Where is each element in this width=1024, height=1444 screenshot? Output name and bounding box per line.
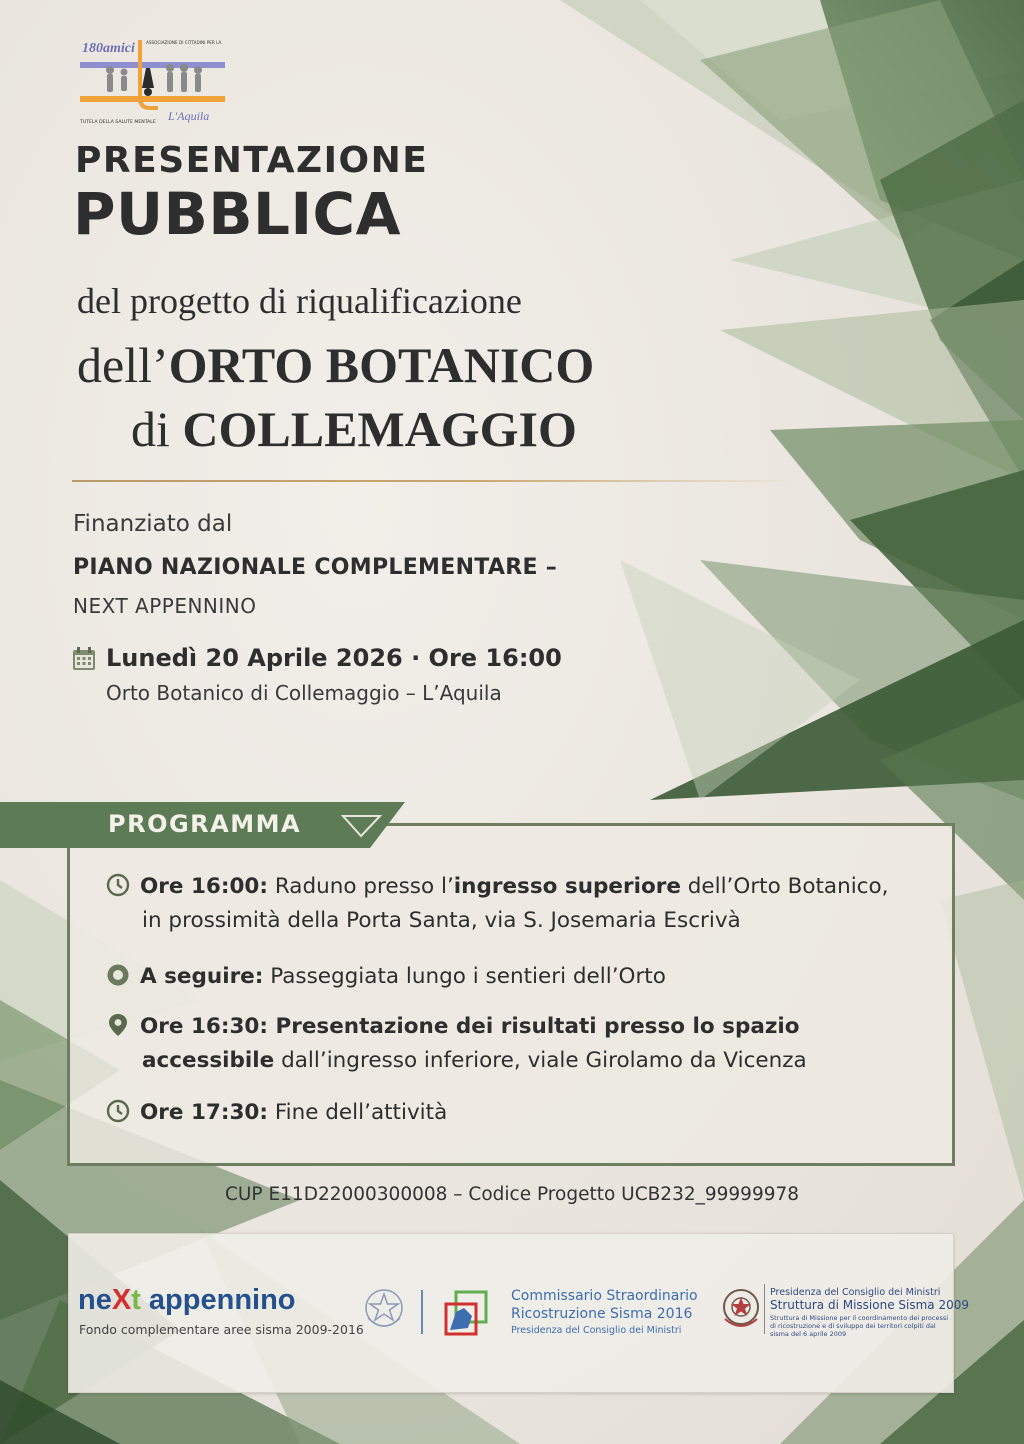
next-appennino-subtitle: Fondo complementare aree sisma 2009-2016: [79, 1322, 364, 1337]
italian-republic-emblem-icon: [360, 1284, 408, 1336]
title-subtitle: del progetto di riqualificazione: [77, 281, 522, 321]
assoc-brand-text: 180amici: [82, 41, 135, 56]
path-icon: [106, 963, 130, 987]
title-collemaggio-bold: COLLEMAGGIO: [182, 401, 577, 457]
next-logo-t: t: [131, 1284, 141, 1316]
clock-icon: [106, 1099, 130, 1123]
assoc-city-text: L'Aquila: [168, 109, 210, 123]
title-pubblica: PUBBLICA: [73, 180, 402, 248]
title-collemaggio-prefix: di: [131, 401, 183, 457]
commissario-line3: Presidenza del Consiglio dei Ministri: [511, 1325, 682, 1336]
program-item: [106, 1096, 447, 1130]
next-logo-x: X: [111, 1284, 132, 1316]
commissario-line1: Commissario Straordinario: [511, 1288, 698, 1304]
commissario-line2: Ricostruzione Sisma 2016: [511, 1306, 693, 1322]
program-text-line2: [106, 1044, 807, 1078]
funding-program: PIANO NAZIONALE COMPLEMENTARE –: [73, 555, 558, 580]
program-time: A seguire:: [140, 964, 264, 989]
next-appennino-logo: [78, 1284, 296, 1317]
presidenza-divider: [764, 1284, 765, 1334]
program-text-bold: Presentazione dei risultati presso lo spazio: [267, 1014, 800, 1039]
program-time: Ore 16:00:: [140, 874, 268, 899]
assoc-tutela-text: TUTELA DELLA SALUTE MENTALE: [80, 120, 156, 125]
program-text-bold: ingresso superiore: [453, 874, 681, 899]
presidenza-line1: Presidenza del Consiglio dei Ministri: [770, 1287, 941, 1298]
program-text: dall’ingresso inferiore, viale Girolamo da Vicenza: [274, 1048, 807, 1073]
title-orto-bold: ORTO BOTANICO: [168, 337, 595, 393]
program-item: [106, 1010, 807, 1078]
commissario-logo-icon: [442, 1290, 490, 1336]
location-pin-icon: [106, 1013, 130, 1037]
program-text-line2: in prossimità della Porta Santa, via S. Josemaria Escrivà: [142, 908, 741, 933]
programma-heading: PROGRAMMA: [108, 810, 302, 838]
funding-subprogram: NEXT APPENNINO: [73, 594, 257, 618]
funding-label: Finanziato dal: [73, 511, 233, 537]
next-logo-appennino: appennino: [140, 1284, 296, 1316]
program-item: [106, 960, 666, 994]
program-item: [106, 870, 889, 938]
event-location: Orto Botanico di Collemaggio – L’Aquila: [106, 681, 502, 705]
assoc-line-text: ASSOCIAZIONE DI CITTADINI PER LA: [146, 40, 222, 45]
association-logo: [80, 38, 225, 130]
clock-icon: [106, 873, 130, 897]
presidenza-line2: Struttura di Missione Sisma 2009: [770, 1298, 970, 1312]
republic-emblem-icon: [718, 1283, 764, 1335]
cup-code: CUP E11D22000300008 – Codice Progetto UCB232_99999978: [224, 1184, 800, 1205]
program-text: Passeggiata lungo i sentieri dell’Orto: [263, 964, 666, 989]
next-logo-ne: ne: [78, 1284, 112, 1316]
calendar-icon: [72, 647, 96, 671]
gold-divider: [72, 480, 800, 482]
title-collemaggio: [131, 400, 577, 458]
footer-separator: [421, 1290, 423, 1334]
title-orto-prefix: dell’: [77, 337, 169, 393]
presidenza-line3: Struttura di Missione per il coordinamento dei processi di ricostruzione e di sviluppo dei territori colpiti dal sisma del 6 aprile 2009: [770, 1314, 949, 1338]
program-text: Fine dell’attività: [267, 1100, 448, 1125]
title-orto-botanico: [77, 336, 594, 394]
program-text: Raduno presso l’: [267, 874, 454, 899]
title-presentazione: PRESENTAZIONE: [75, 140, 429, 181]
program-time: Ore 16:30:: [140, 1014, 268, 1039]
program-text-bold: accessibile: [142, 1048, 275, 1073]
event-date-time: Lunedì 20 Aprile 2026 · Ore 16:00: [106, 644, 562, 672]
program-text: dell’Orto Botanico,: [680, 874, 889, 899]
program-time: Ore 17:30:: [140, 1100, 268, 1125]
